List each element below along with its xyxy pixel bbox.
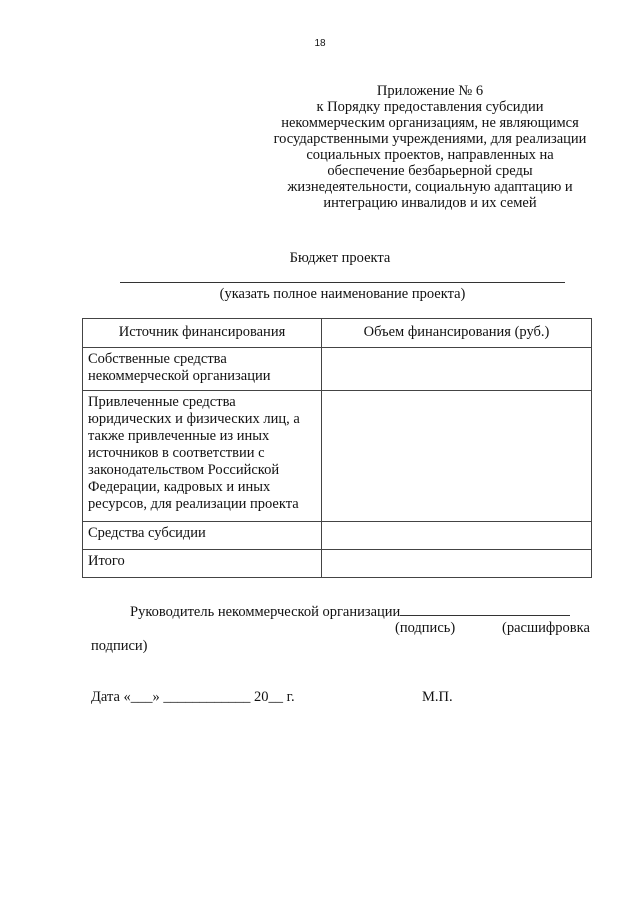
budget-title: Бюджет проекта <box>289 250 391 266</box>
table-header-row <box>83 319 592 348</box>
header-amount: Объем финансирования (руб.) <box>322 319 592 348</box>
source-cell <box>83 391 322 522</box>
appendix-header <box>250 83 610 211</box>
table-row <box>83 391 592 522</box>
appendix-line: некоммерческим организациям, не являющимся <box>281 115 579 131</box>
source-line: юридических и физических лиц, а <box>88 411 300 427</box>
signature-hint: (подпись) <box>395 620 456 636</box>
appendix-line: обеспечение безбарьерной среды <box>327 163 533 179</box>
date-field[interactable]: Дата «___» ____________ 20__ г. <box>91 689 295 705</box>
page-number: 18 <box>314 38 326 49</box>
source-cell <box>83 550 322 578</box>
source-line: Итого <box>88 553 125 569</box>
appendix-line: к Порядку предоставления субсидии <box>316 99 544 115</box>
appendix-line: Приложение № 6 <box>376 83 484 99</box>
source-line: Собственные средства <box>88 351 227 367</box>
source-cell <box>83 522 322 550</box>
source-line: законодательством Российской <box>88 462 280 478</box>
header-source: Источник финансирования <box>83 319 322 348</box>
project-name-blank[interactable] <box>120 282 565 283</box>
source-line: некоммерческой организации <box>88 368 271 384</box>
signature-label: Руководитель некоммерческой организации <box>130 604 401 620</box>
appendix-line: жизнедеятельности, социальную адаптацию и <box>287 179 573 195</box>
table-row <box>83 522 592 550</box>
appendix-line: государственными учреждениями, для реализации <box>273 131 587 147</box>
appendix-line: интеграцию инвалидов и их семей <box>323 195 537 211</box>
decoding-hint-continuation: подписи) <box>91 638 148 654</box>
source-line: также привлеченные из иных <box>88 428 270 444</box>
signature-row <box>130 602 570 621</box>
source-line: Федерации, кадровых и иных <box>88 479 271 495</box>
decoding-hint: (расшифровка <box>502 620 590 636</box>
source-line: Привлеченные средства <box>88 394 236 410</box>
amount-cell[interactable] <box>322 522 592 550</box>
source-cell <box>83 348 322 391</box>
source-line: источников в соответствии с <box>88 445 265 461</box>
amount-cell[interactable] <box>322 391 592 522</box>
project-name-hint: (указать полное наименование проекта) <box>219 286 466 302</box>
source-line: ресурсов, для реализации проекта <box>88 496 299 512</box>
source-line: Средства субсидии <box>88 525 206 541</box>
amount-cell[interactable] <box>322 348 592 391</box>
amount-cell[interactable] <box>322 550 592 578</box>
table-row <box>83 348 592 391</box>
stamp-mark: М.П. <box>422 689 453 705</box>
table-row <box>83 550 592 578</box>
signature-blank[interactable] <box>400 602 570 616</box>
budget-table <box>82 318 592 578</box>
appendix-line: социальных проектов, направленных на <box>306 147 554 163</box>
